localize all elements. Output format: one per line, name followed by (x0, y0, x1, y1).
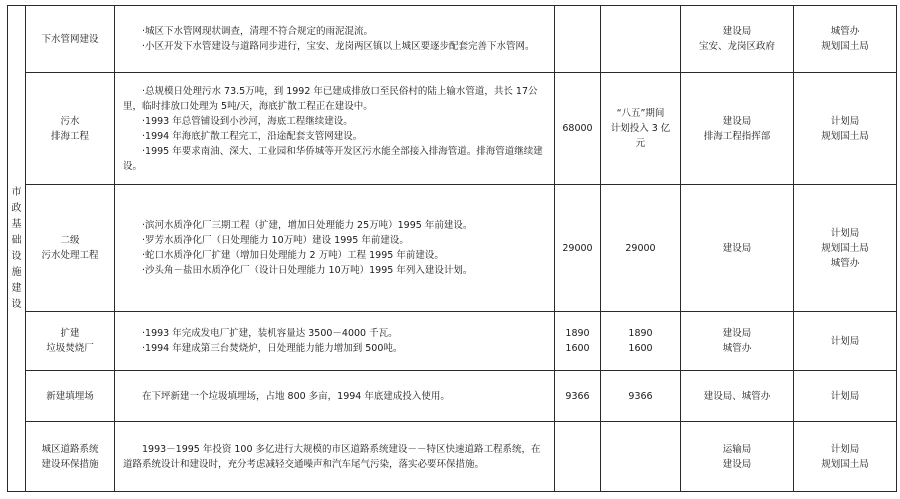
responsible-dept-cell (681, 371, 794, 422)
table-row (8, 6, 897, 73)
table-row (8, 312, 897, 371)
invest-line: 29000 (562, 242, 593, 254)
plan-cell (601, 6, 681, 73)
plan-cell (601, 422, 681, 492)
coordinating-dept-cell (794, 185, 897, 312)
name-line: 污水处理工程 (41, 250, 99, 261)
desc-line: ·蛇口水质净化厂扩建（增加日处理能力 2 万吨）工程 1995 年前建设。 (123, 250, 444, 261)
investment-cell (555, 73, 601, 185)
desc-line: ·1995 年要求南油、深大、工业园和华侨城等开发区污水能全部接入排海管道。排海管道继续建设。 (123, 145, 543, 172)
plan-cell (601, 371, 681, 422)
dept-line: 宝安、龙岗区政府 (698, 41, 775, 52)
investment-cell (555, 185, 601, 312)
plan-cell (601, 73, 681, 185)
table-row (8, 371, 897, 422)
description-cell (115, 371, 555, 422)
name-line: 下水管网建设 (41, 33, 99, 45)
name-line: 二级 (60, 235, 80, 246)
dept-line: 建设局 (722, 115, 752, 127)
description-cell (115, 185, 555, 312)
dept-line: 城管办 (722, 343, 752, 354)
project-name-cell (26, 6, 115, 73)
coord-line: 规划国土局 (821, 130, 869, 142)
name-line: 污水 (60, 115, 80, 127)
plan-line: “八五”期间 (616, 108, 665, 119)
name-line: 建设环保措施 (41, 458, 99, 470)
invest-line: 68000 (562, 123, 593, 134)
coord-line: 计划局 (830, 335, 860, 347)
desc-line: 1993－1995 年投资 100 多亿进行大规模的市区道路系统建设－－特区快速道路工程系统，在道路系统设计和建设时，充分考虑减轻交通噪声和汽车尾气污染，落实必要环保措施。 (123, 443, 541, 470)
plan-cell (601, 312, 681, 371)
plan-cell (601, 185, 681, 312)
coordinating-dept-cell (794, 6, 897, 73)
responsible-dept-cell (681, 73, 794, 185)
table-row (8, 73, 897, 185)
coord-line: 规划国土局 (821, 458, 869, 470)
name-line: 垃圾焚烧厂 (46, 343, 94, 354)
desc-line: ·1993 年总管铺设到小沙河，海底工程继续建设。 (123, 115, 353, 127)
investment-cell (555, 6, 601, 73)
coord-line: 规划国土局 (821, 242, 869, 254)
responsible-dept-cell (681, 185, 794, 312)
project-name-cell (26, 73, 115, 185)
coordinating-dept-cell (794, 73, 897, 185)
plan-line: 1600 (628, 343, 653, 354)
plan-line: 29000 (625, 242, 656, 254)
coord-line: 计划局 (830, 227, 860, 239)
dept-line: 运输局 (722, 443, 752, 455)
investment-cell (555, 422, 601, 492)
desc-line: ·小区开发下水管建设与道路同步进行，宝安、龙岗两区镇以上城区要逐步配套完善下水管网。 (123, 41, 535, 52)
responsible-dept-cell (681, 422, 794, 492)
name-line: 城区道路系统 (41, 443, 99, 455)
desc-line: ·1994 年海底扩散工程完工，沿途配套支管网建设。 (123, 130, 363, 142)
desc-line: ·城区下水管网现状调查，清理不符合规定的雨泥混流。 (123, 26, 374, 37)
category-cell (8, 6, 26, 492)
coord-line: 城管办 (830, 26, 860, 37)
coord-line: 计划局 (830, 390, 860, 402)
table-row (8, 422, 897, 492)
name-line: 新建填埋场 (46, 390, 94, 402)
description-cell (115, 6, 555, 73)
coord-line: 城管办 (830, 257, 860, 269)
description-cell (115, 312, 555, 371)
project-name-cell (26, 312, 115, 371)
coordinating-dept-cell (794, 312, 897, 371)
investment-cell (555, 312, 601, 371)
table-row (8, 185, 897, 312)
invest-line: 1890 (565, 328, 590, 339)
desc-line: ·罗芳水质净化厂（日处理能力 10万吨）建设 1995 年前建设。 (123, 235, 409, 246)
dept-line: 建设局 (722, 458, 752, 470)
coord-line: 计划局 (830, 443, 860, 455)
coordinating-dept-cell (794, 371, 897, 422)
responsible-dept-cell (681, 6, 794, 73)
invest-line: 1600 (565, 343, 590, 354)
responsible-dept-cell (681, 312, 794, 371)
plan-line: 9366 (628, 390, 653, 402)
dept-line: 建设局 (722, 26, 752, 37)
plan-line: 1890 (628, 328, 653, 339)
coordinating-dept-cell (794, 422, 897, 492)
coord-line: 计划局 (830, 115, 860, 127)
project-name-cell (26, 185, 115, 312)
dept-line: 排海工程指挥部 (703, 130, 771, 142)
desc-line: ·总规模日处理污水 73.5万吨，到 1992 年已建成排放口至民俗村的陆上输水管道，共长 17公里，临时排放口处理为 5吨/天，海底扩散工程正在建设中。 (123, 85, 538, 112)
project-table (7, 5, 897, 492)
table-body (8, 6, 897, 492)
invest-line: 9366 (565, 390, 590, 402)
description-cell (115, 73, 555, 185)
dept-line: 建设局、城管办 (703, 390, 771, 402)
description-cell (115, 422, 555, 492)
coord-line: 规划国土局 (821, 41, 869, 52)
dept-line: 建设局 (722, 328, 752, 339)
desc-line: 在下坪新建一个垃圾填埋场，占地 800 多亩，1994 年底建成投入使用。 (123, 390, 450, 402)
name-line: 排海工程 (50, 130, 89, 142)
project-name-cell (26, 422, 115, 492)
category-label: 市政基础设施建设 (11, 186, 22, 310)
desc-line: ·1994 年建成第三台焚烧炉，日处理能力能力增加到 500吨。 (123, 343, 403, 354)
plan-line: 计划投入 3 亿 (610, 123, 671, 134)
investment-cell (555, 371, 601, 422)
desc-line: ·沙头角－盐田水质净化厂（设计日处理能力 10万吨）1995 年列入建设计划。 (123, 265, 473, 276)
project-name-cell (26, 371, 115, 422)
dept-line: 建设局 (722, 242, 752, 254)
plan-line: 元 (635, 138, 646, 149)
name-line: 扩建 (60, 328, 80, 339)
desc-line: ·滨河水质净化厂三期工程（扩建，增加日处理能力 25万吨）1995 年前建设。 (123, 220, 473, 231)
desc-line: ·1993 年完成发电厂扩建，装机容量达 3500－4000 千瓦。 (123, 328, 398, 339)
